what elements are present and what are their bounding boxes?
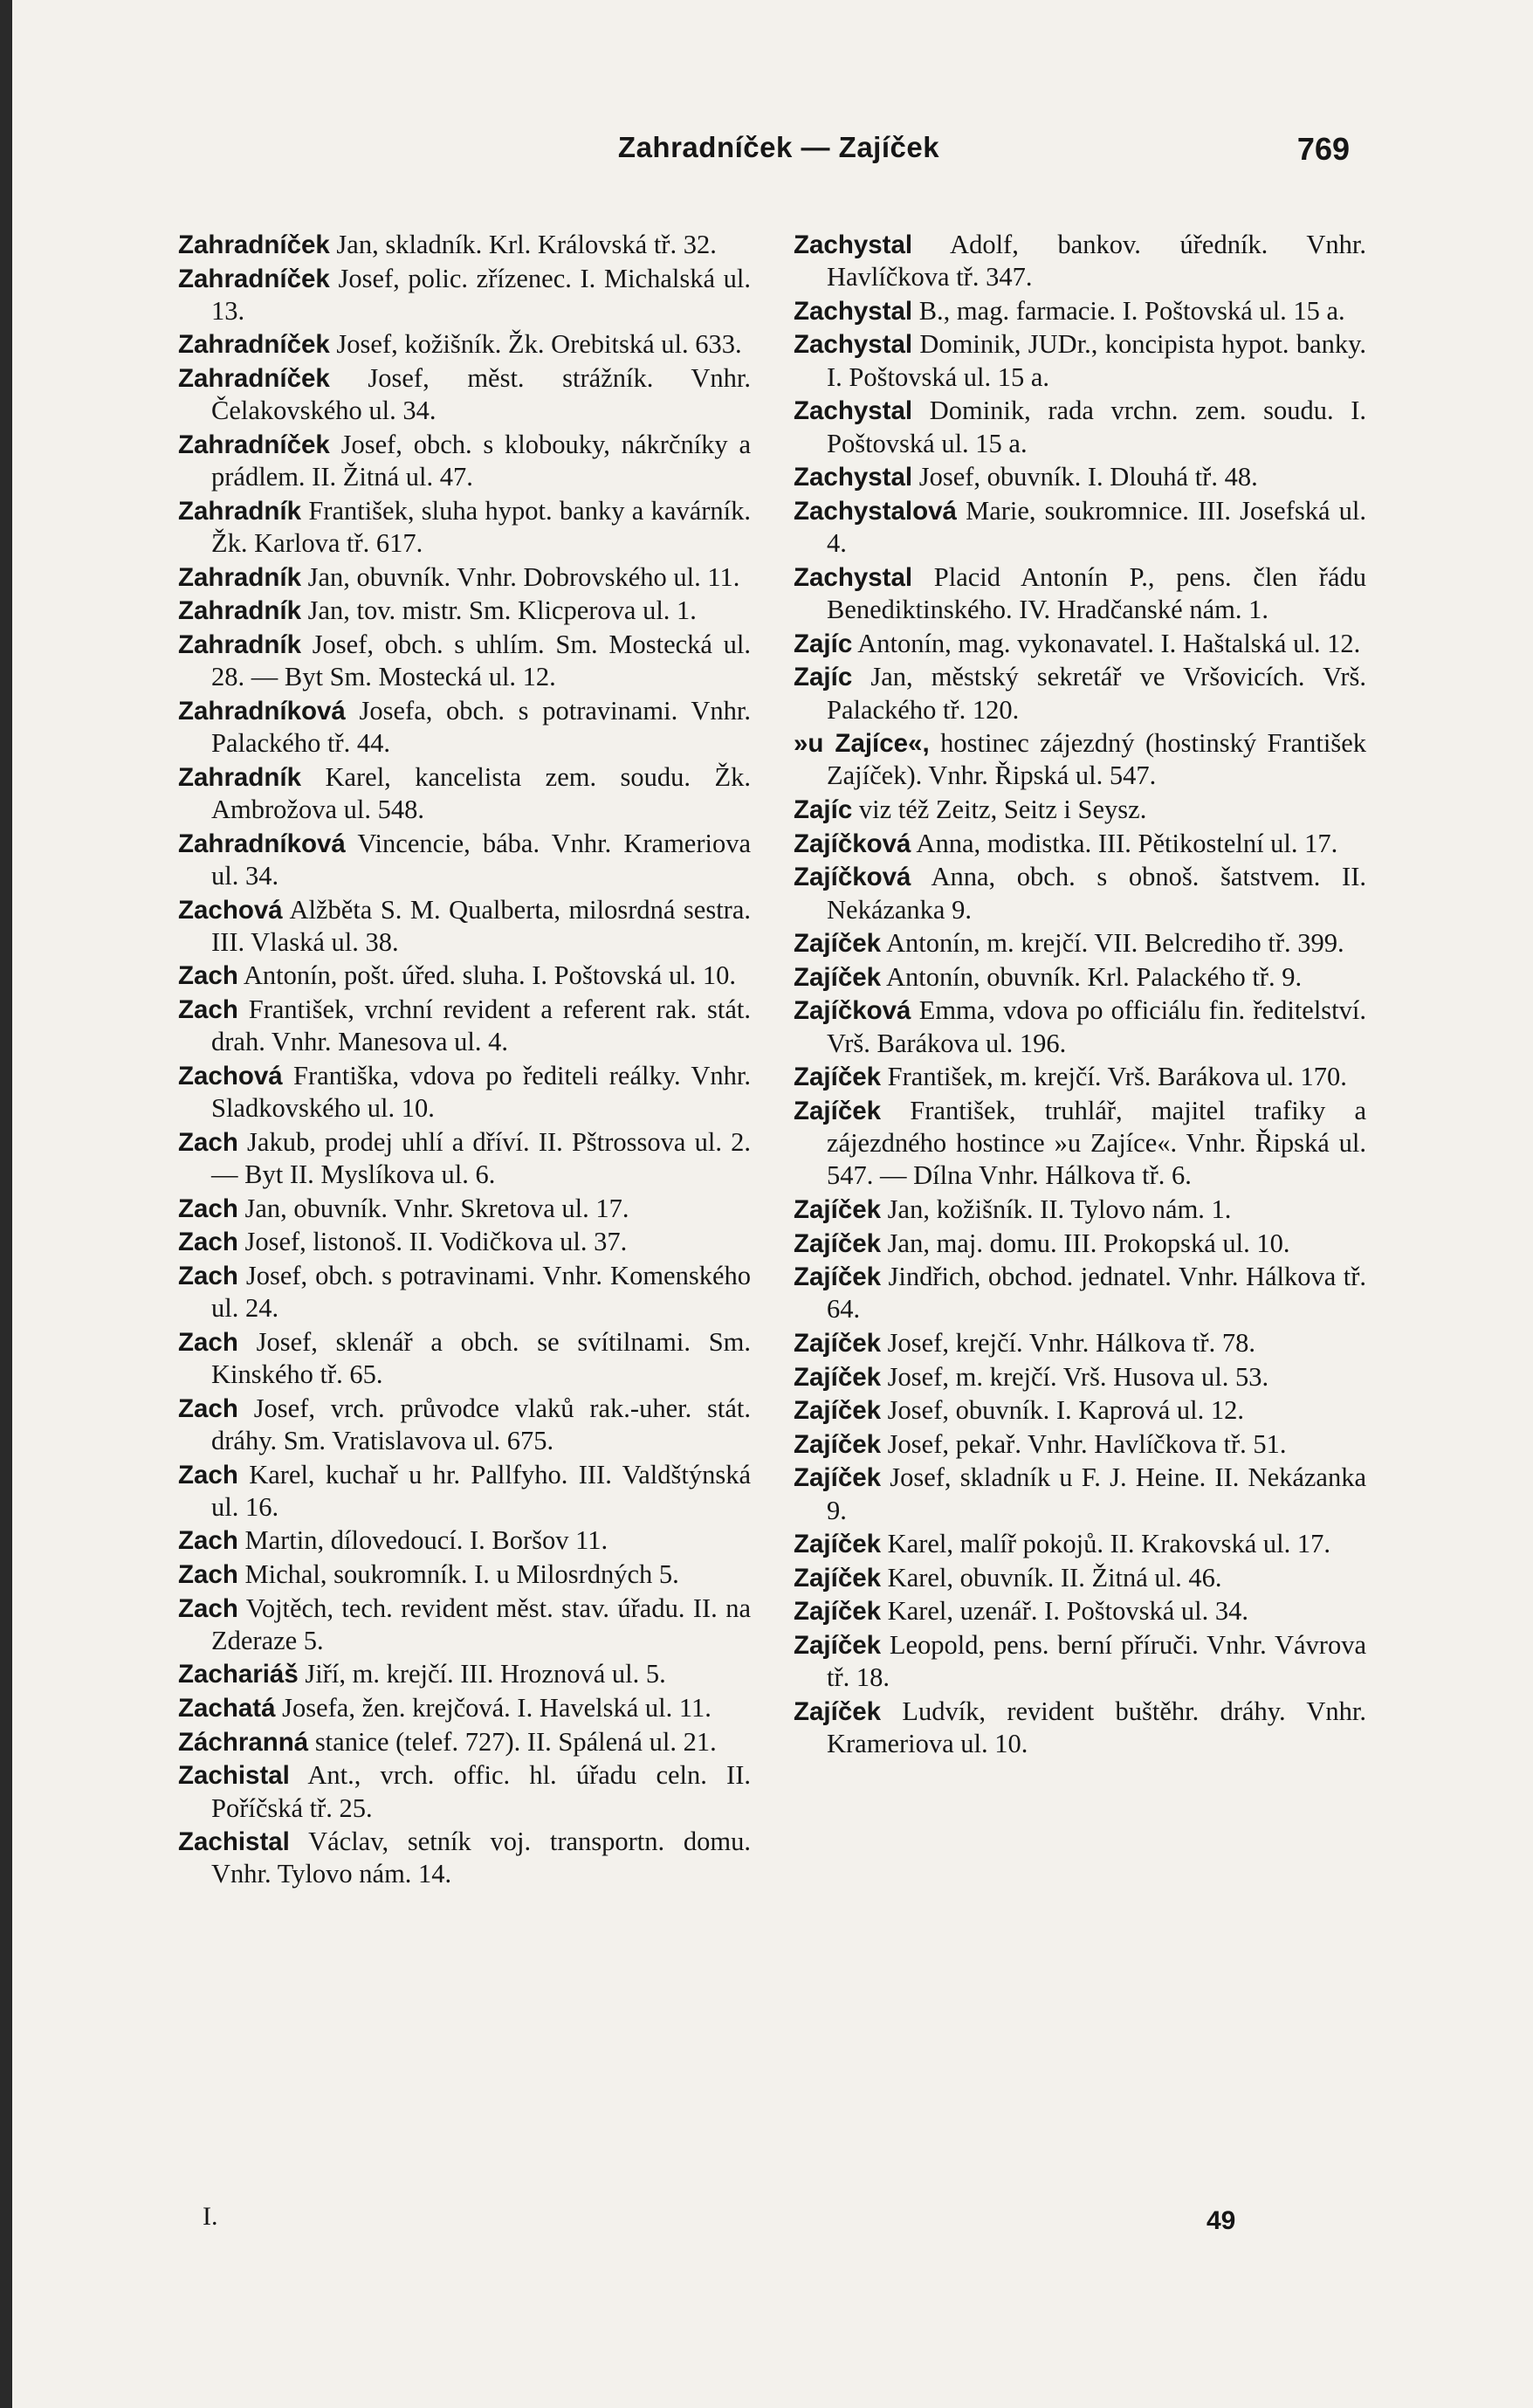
directory-entry xyxy=(178,1459,751,1524)
entry-details: Dominik, rada vrchn. zem. soudu. I. Poštovská ul. 15 a. xyxy=(827,396,1367,458)
directory-entry xyxy=(794,927,1366,960)
entry-surname: Zajíček xyxy=(794,1563,882,1593)
entry-surname: Zachystalová xyxy=(794,496,957,526)
entry-details: Ludvík, revident buštěhr. dráhy. Vnhr. Krameriova ul. 10. xyxy=(827,1696,1366,1759)
directory-entry xyxy=(178,894,751,960)
entry-details: Josef, obch. s potravinami. Vnhr. Komenského ul. 24. xyxy=(211,1260,751,1324)
entry-surname: Zahradník xyxy=(178,762,301,792)
directory-entry xyxy=(178,1692,751,1724)
directory-entry xyxy=(178,828,751,893)
directory-entry xyxy=(794,1528,1366,1560)
entry-surname: Zajíc xyxy=(794,663,853,692)
entry-details: Anna, modistka. III. Pětikostelní ul. 17. xyxy=(916,828,1338,858)
directory-entry xyxy=(178,1126,751,1192)
entry-details: Antonín, pošt. úřed. sluha. I. Poštovská ul. 10. xyxy=(243,960,737,991)
entry-surname: Zahradníček xyxy=(178,430,330,459)
entry-surname: Zachariáš xyxy=(178,1660,299,1689)
entry-surname: Zajíček xyxy=(794,1631,882,1661)
directory-entry xyxy=(794,828,1366,860)
entry-details: Antonín, obuvník. Krl. Palackého tř. 9. xyxy=(886,961,1303,992)
entry-details: Jan, maj. domu. III. Prokopská ul. 10. xyxy=(887,1228,1290,1258)
entry-surname: Zajíček xyxy=(794,1696,882,1726)
directory-entry xyxy=(794,661,1366,726)
entry-details: Anna, obch. s obnoš. šatstvem. II. Nekázanka 9. xyxy=(827,862,1366,925)
entry-surname: Zajíček xyxy=(794,1530,882,1559)
directory-entry xyxy=(794,461,1366,493)
entry-details: Jan, obuvník. Vnhr. Skretova ul. 17. xyxy=(244,1193,629,1223)
entry-details: Františka, vdova po řediteli reálky. Vnhr. Sladkovského ul. 10. xyxy=(211,1060,751,1124)
directory-entry xyxy=(178,1593,751,1658)
entry-surname: Zahradníček xyxy=(178,364,330,394)
entry-surname: Zach xyxy=(178,1194,238,1223)
directory-entry xyxy=(178,1226,751,1258)
entry-surname: Zach xyxy=(178,994,238,1024)
entry-surname: Zajíček xyxy=(794,1463,882,1493)
entry-details: Josefa, obch. s potravinami. Vnhr. Palackého tř. 44. xyxy=(211,695,752,759)
entry-details: Josef, listonoš. II. Vodičkova ul. 37. xyxy=(244,1227,628,1257)
entry-details: Marie, soukromnice. III. Josefská ul. 4. xyxy=(827,495,1366,559)
entry-surname: Zajíčková xyxy=(794,996,911,1026)
entry-surname: Zahradníček xyxy=(178,264,330,293)
entry-surname: Zachatá xyxy=(178,1694,276,1723)
entry-details: František, vrchní revident a referent rak. stát. drah. Vnhr. Manesova ul. 4. xyxy=(211,994,751,1057)
entry-surname: Zahradníček xyxy=(178,330,330,360)
entry-details: Michal, soukromník. I. u Milosrdných 5. xyxy=(244,1559,679,1589)
entry-details: Adolf, bankov. úředník. Vnhr. Havlíčkova tř. 347. xyxy=(827,230,1366,292)
entry-details: Antonín, m. krejčí. VII. Belcrediho tř. 399. xyxy=(886,928,1344,959)
directory-entry xyxy=(178,429,751,494)
entry-surname: Zajíček xyxy=(794,1063,882,1092)
entry-surname: Zajíčková xyxy=(794,863,911,892)
entry-details: Karel, obuvník. II. Žitná ul. 46. xyxy=(887,1562,1222,1593)
directory-entry xyxy=(794,961,1366,994)
entry-details: Jiří, m. krejčí. III. Hroznová ul. 5. xyxy=(305,1659,666,1689)
entry-surname: Zajíc xyxy=(794,629,853,658)
entry-surname: Zajíc xyxy=(794,795,853,825)
entry-details: Vincencie, bába. Vnhr. Krameriova ul. 34. xyxy=(211,828,751,891)
entry-surname: Zajíček xyxy=(794,1362,882,1392)
entry-details: Josef, obch. s klobouky, nákrčníky a prádlem. II. Žitná ul. 47. xyxy=(211,429,752,492)
directory-entry xyxy=(178,362,751,428)
entry-surname: Zach xyxy=(178,1526,238,1556)
directory-entry xyxy=(178,761,751,827)
directory-entry xyxy=(794,727,1366,793)
directory-entry xyxy=(178,229,751,261)
directory-entry xyxy=(178,263,751,328)
directory-entry xyxy=(794,561,1366,627)
entry-details: Vojtěch, tech. revident měst. stav. úřadu. II. na Zderaze 5. xyxy=(211,1593,751,1655)
entry-surname: Zajíček xyxy=(794,962,882,992)
directory-entry xyxy=(794,229,1366,294)
directory-entry xyxy=(794,1462,1366,1527)
directory-entry xyxy=(794,861,1366,926)
entry-surname: Zach xyxy=(178,1127,238,1157)
entry-surname: Zahradníková xyxy=(178,829,346,858)
entry-details: Josefa, žen. krejčová. I. Havelská ul. 11. xyxy=(282,1693,712,1723)
entry-details: stanice (telef. 727). II. Spálená ul. 21. xyxy=(314,1726,717,1757)
entry-surname: Zajíček xyxy=(794,1096,882,1125)
directory-entry xyxy=(178,994,751,1059)
entry-surname: »u Zajíce«, xyxy=(794,729,930,759)
entry-surname: Zajíček xyxy=(794,1429,882,1459)
directory-entry xyxy=(178,1726,751,1758)
entry-surname: Zajíček xyxy=(794,1396,882,1426)
entry-details: Josef, vrch. průvodce vlaků rak.-uher. stát. dráhy. Sm. Vratislavova ul. 675. xyxy=(211,1393,752,1455)
entry-surname: Zach xyxy=(178,1327,238,1357)
entry-surname: Zachystal xyxy=(794,396,913,426)
entry-details: Leopold, pens. berní příruči. Vnhr. Vávrova tř. 18. xyxy=(827,1630,1367,1693)
directory-entry xyxy=(794,1061,1366,1093)
directory-entry xyxy=(794,1194,1366,1226)
entry-details: Placid Antonín P., pens. člen řádu Benediktinského. IV. Hradčanské nám. 1. xyxy=(827,561,1366,625)
entry-surname: Zach xyxy=(178,1228,238,1257)
entry-surname: Zachová xyxy=(178,1061,283,1090)
entry-details: Dominik, JUDr., koncipista hypot. banky. I. Poštovská ul. 15 a. xyxy=(827,329,1366,392)
entry-details: Jindřich, obchod. jednatel. Vnhr. Hálkova tř. 64. xyxy=(827,1262,1366,1324)
directory-entry xyxy=(794,1696,1366,1761)
directory-entry xyxy=(178,561,751,594)
entry-surname: Zahradník xyxy=(178,562,301,592)
right-column xyxy=(794,229,1366,1762)
entry-details: Antonín, mag. vykonavatel. I. Haštalská ul. 12. xyxy=(857,628,1361,658)
entry-details: Jan, skladník. Krl. Královská tř. 32. xyxy=(336,230,717,259)
directory-entry xyxy=(178,595,751,627)
directory-entry xyxy=(178,1524,751,1557)
entry-details: Martin, dílovedoucí. I. Boršov 11. xyxy=(244,1525,608,1556)
entry-details: Josef, krejčí. Vnhr. Hálkova tř. 78. xyxy=(887,1328,1255,1359)
entry-details: Jan, městský sekretář ve Vršovicích. Vrš. Palackého tř. 120. xyxy=(827,662,1366,725)
entry-surname: Zajíček xyxy=(794,1194,882,1224)
entry-details: Josef, sklenář a obch. se svítilnami. Sm. Kinského tř. 65. xyxy=(211,1326,751,1390)
entry-surname: Zachystal xyxy=(794,463,913,492)
entry-details: Josef, pekař. Vnhr. Havlíčkova tř. 51. xyxy=(887,1428,1287,1459)
entry-details: František, truhlář, majitel trafiky a zájezdného hostince »u Zajíce«. Vnhr. Řipská ul. 547. — Dílna Vnhr. Hálkova tř. 6. xyxy=(827,1095,1367,1191)
entry-details: viz též Zeitz, Seitz i Seysz. xyxy=(858,795,1147,825)
entry-details: Karel, malíř pokojů. II. Krakovská ul. 17. xyxy=(887,1529,1331,1559)
directory-entry xyxy=(794,1361,1366,1393)
directory-entry xyxy=(794,1394,1366,1427)
directory-entry xyxy=(794,1629,1366,1695)
directory-entry xyxy=(178,1393,751,1458)
directory-entry xyxy=(794,1261,1366,1326)
directory-entry xyxy=(794,1428,1366,1461)
entry-details: Josef, polic. zřízenec. I. Michalská ul. 13. xyxy=(211,263,751,326)
directory-entry xyxy=(178,1193,751,1225)
entry-details: Jan, obuvník. Vnhr. Dobrovského ul. 11. xyxy=(307,561,740,592)
entry-surname: Zahradník xyxy=(178,496,301,526)
directory-entry xyxy=(794,1327,1366,1359)
entry-details: František, m. krejčí. Vrš. Barákova ul. 170. xyxy=(887,1062,1347,1092)
entry-details: Alžběta S. M. Qualberta, milosrdná sestra. III. Vlaská ul. 38. xyxy=(211,894,751,957)
entry-details: Karel, kuchař u hr. Pallfyho. III. Valdštýnská ul. 16. xyxy=(211,1459,751,1522)
entry-surname: Zach xyxy=(178,1261,238,1290)
entry-details: Jan, tov. mistr. Sm. Klicperova ul. 1. xyxy=(307,595,697,626)
entry-details: Jan, kožišník. II. Tylovo nám. 1. xyxy=(887,1194,1232,1224)
signature-mark: I. xyxy=(203,2202,218,2231)
entry-surname: Zajíček xyxy=(794,929,882,959)
entry-surname: Zach xyxy=(178,1593,238,1623)
entry-surname: Záchranná xyxy=(178,1727,309,1757)
entry-surname: Zajíček xyxy=(794,1228,882,1258)
directory-entry xyxy=(178,495,751,561)
entry-details: Karel, uzenář. I. Poštovská ul. 34. xyxy=(887,1596,1249,1627)
entry-details: hostinec zájezdný (hostinský František Zajíček). Vnhr. Řipská ul. 547. xyxy=(827,728,1367,791)
directory-entry xyxy=(178,695,751,760)
directory-entry xyxy=(794,395,1366,460)
entry-surname: Zachystal xyxy=(794,330,913,360)
directory-entry xyxy=(794,794,1366,826)
entry-surname: Zachystal xyxy=(794,562,913,592)
page-number: 769 xyxy=(1296,131,1350,167)
directory-entry xyxy=(178,1326,751,1392)
entry-details: Karel, kancelista zem. soudu. Žk. Ambrožova ul. 548. xyxy=(211,761,751,825)
directory-entry xyxy=(794,628,1366,660)
entry-surname: Zahradníček xyxy=(178,230,330,259)
entry-surname: Zach xyxy=(178,1460,238,1490)
entry-details: Josef, měst. strážník. Vnhr. Čelakovského ul. 34. xyxy=(211,363,751,426)
entry-surname: Zachistal xyxy=(178,1761,290,1791)
entry-details: František, sluha hypot. banky a kavárník. Žk. Karlova tř. 617. xyxy=(211,495,752,559)
directory-entry xyxy=(794,1595,1366,1627)
sheet-number: 49 xyxy=(1206,2206,1236,2235)
running-header: Zahradníček — Zajíček xyxy=(617,131,940,163)
entry-surname: Zachystal xyxy=(794,296,913,326)
directory-entry xyxy=(178,1658,751,1690)
entry-details: Josef, obuvník. I. Dlouhá tř. 48. xyxy=(918,462,1258,492)
directory-entry xyxy=(794,328,1366,394)
directory-entry xyxy=(178,1558,751,1591)
directory-entry xyxy=(178,328,751,361)
entry-surname: Zajíček xyxy=(794,1597,882,1627)
entry-details: Jakub, prodej uhlí a dříví. II. Pštrossova ul. 2. — Byt II. Myslíkova ul. 6. xyxy=(211,1126,752,1190)
entry-surname: Zahradník xyxy=(178,596,301,626)
directory-entry xyxy=(794,295,1366,327)
entry-details: Josef, kožišník. Žk. Orebitská ul. 633. xyxy=(336,329,742,360)
entry-surname: Zach xyxy=(178,961,238,991)
entry-surname: Zajíčková xyxy=(794,829,911,858)
directory-entry xyxy=(794,994,1366,1060)
directory-entry xyxy=(794,1562,1366,1594)
directory-entry xyxy=(178,1759,751,1825)
entry-surname: Zach xyxy=(178,1560,238,1589)
directory-entry xyxy=(178,1826,751,1891)
entry-surname: Zajíček xyxy=(794,1262,882,1292)
entry-details: Josef, m. krejčí. Vrš. Husova ul. 53. xyxy=(887,1361,1269,1392)
directory-entry xyxy=(794,1095,1366,1193)
entry-surname: Zachistal xyxy=(178,1827,290,1857)
directory-entry xyxy=(178,960,751,992)
entry-surname: Zajíček xyxy=(794,1329,882,1359)
entry-surname: Zach xyxy=(178,1393,238,1423)
entry-surname: Zahradník xyxy=(178,630,301,659)
entry-surname: Zachystal xyxy=(794,230,913,259)
entry-surname: Zachová xyxy=(178,895,283,925)
entry-details: Josef, obuvník. I. Kaprová ul. 12. xyxy=(887,1395,1244,1426)
entry-surname: Zahradníková xyxy=(178,696,346,726)
entry-details: Josef, skladník u F. J. Heine. II. Nekázanka 9. xyxy=(827,1462,1367,1525)
entry-details: B., mag. farmacie. I. Poštovská ul. 15 a. xyxy=(918,295,1345,326)
directory-entry xyxy=(794,1228,1366,1260)
entry-details: Václav, setník voj. transportn. domu. Vnhr. Tylovo nám. 14. xyxy=(211,1827,751,1889)
directory-entry xyxy=(178,1060,751,1125)
entry-details: Josef, obch. s uhlím. Sm. Mostecká ul. 28. — Byt Sm. Mostecká ul. 12. xyxy=(211,629,752,692)
left-column xyxy=(178,229,751,1892)
directory-entry xyxy=(178,629,751,694)
entry-details: Ant., vrch. offic. hl. úřadu celn. II. Poříčská tř. 25. xyxy=(211,1760,751,1823)
entry-details: Emma, vdova po officiálu fin. ředitelství. Vrš. Barákova ul. 196. xyxy=(827,995,1366,1058)
directory-entry xyxy=(178,1260,751,1325)
directory-entry xyxy=(794,495,1366,561)
